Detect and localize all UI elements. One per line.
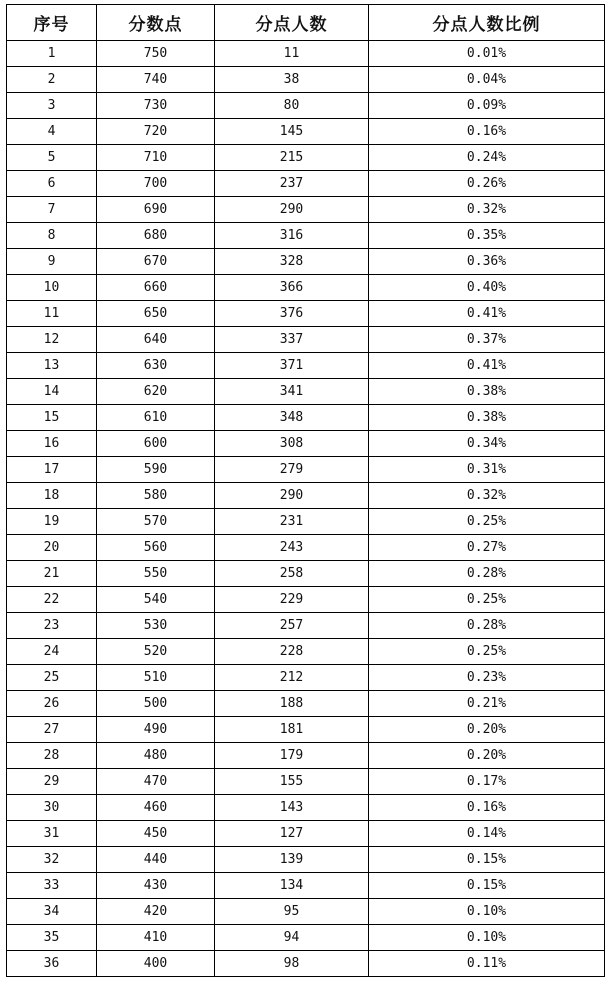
cell-ratio: 0.25% [369,639,605,665]
table-row [7,301,605,327]
header-row [7,5,605,41]
cell-ratio: 0.26% [369,171,605,197]
cell-count: 134 [215,873,369,899]
cell-score: 730 [97,93,215,119]
table-row [7,951,605,977]
cell-count: 366 [215,275,369,301]
cell-count: 257 [215,613,369,639]
header-index: 序号 [7,5,97,41]
cell-score: 700 [97,171,215,197]
table-row [7,249,605,275]
table-row [7,899,605,925]
cell-ratio: 0.35% [369,223,605,249]
cell-ratio: 0.27% [369,535,605,561]
cell-count: 279 [215,457,369,483]
cell-score: 560 [97,535,215,561]
cell-index: 21 [7,561,97,587]
cell-ratio: 0.41% [369,353,605,379]
cell-score: 570 [97,509,215,535]
score-distribution-table [6,4,605,977]
cell-index: 6 [7,171,97,197]
cell-score: 540 [97,587,215,613]
cell-ratio: 0.20% [369,743,605,769]
cell-score: 670 [97,249,215,275]
cell-count: 341 [215,379,369,405]
cell-score: 430 [97,873,215,899]
cell-index: 1 [7,41,97,67]
cell-count: 228 [215,639,369,665]
cell-ratio: 0.21% [369,691,605,717]
cell-count: 316 [215,223,369,249]
cell-ratio: 0.09% [369,93,605,119]
cell-index: 3 [7,93,97,119]
cell-ratio: 0.38% [369,405,605,431]
cell-score: 450 [97,821,215,847]
cell-score: 690 [97,197,215,223]
cell-ratio: 0.14% [369,821,605,847]
table-row [7,691,605,717]
cell-count: 348 [215,405,369,431]
cell-score: 710 [97,145,215,171]
cell-ratio: 0.25% [369,587,605,613]
cell-ratio: 0.23% [369,665,605,691]
cell-index: 36 [7,951,97,977]
cell-score: 620 [97,379,215,405]
cell-score: 630 [97,353,215,379]
table-row [7,925,605,951]
cell-score: 590 [97,457,215,483]
header-count: 分点人数 [215,5,369,41]
cell-score: 610 [97,405,215,431]
cell-index: 30 [7,795,97,821]
cell-score: 550 [97,561,215,587]
table-row [7,119,605,145]
cell-index: 7 [7,197,97,223]
cell-index: 28 [7,743,97,769]
cell-score: 460 [97,795,215,821]
cell-index: 25 [7,665,97,691]
table-row [7,821,605,847]
cell-index: 26 [7,691,97,717]
table-row [7,457,605,483]
table-row [7,379,605,405]
score-distribution-table-wrapper [6,4,604,977]
cell-index: 13 [7,353,97,379]
cell-count: 143 [215,795,369,821]
cell-count: 258 [215,561,369,587]
cell-ratio: 0.31% [369,457,605,483]
cell-index: 14 [7,379,97,405]
cell-index: 2 [7,67,97,93]
cell-count: 231 [215,509,369,535]
cell-score: 400 [97,951,215,977]
table-body [7,41,605,977]
cell-count: 371 [215,353,369,379]
cell-count: 290 [215,197,369,223]
cell-count: 95 [215,899,369,925]
table-row [7,717,605,743]
table-row [7,847,605,873]
header-score: 分数点 [97,5,215,41]
cell-count: 181 [215,717,369,743]
table-row [7,353,605,379]
cell-ratio: 0.40% [369,275,605,301]
cell-count: 127 [215,821,369,847]
cell-count: 155 [215,769,369,795]
cell-score: 520 [97,639,215,665]
table-row [7,275,605,301]
cell-score: 440 [97,847,215,873]
cell-ratio: 0.37% [369,327,605,353]
cell-count: 243 [215,535,369,561]
cell-count: 212 [215,665,369,691]
cell-index: 15 [7,405,97,431]
cell-count: 94 [215,925,369,951]
header-ratio: 分点人数比例 [369,5,605,41]
cell-score: 720 [97,119,215,145]
cell-index: 9 [7,249,97,275]
cell-index: 31 [7,821,97,847]
table-row [7,509,605,535]
cell-score: 650 [97,301,215,327]
cell-ratio: 0.16% [369,119,605,145]
cell-count: 139 [215,847,369,873]
cell-count: 38 [215,67,369,93]
cell-ratio: 0.10% [369,899,605,925]
table-row [7,93,605,119]
cell-score: 470 [97,769,215,795]
cell-score: 480 [97,743,215,769]
cell-index: 19 [7,509,97,535]
table-row [7,665,605,691]
cell-index: 27 [7,717,97,743]
cell-ratio: 0.20% [369,717,605,743]
table-header [7,5,605,41]
cell-score: 410 [97,925,215,951]
cell-count: 337 [215,327,369,353]
cell-ratio: 0.01% [369,41,605,67]
cell-index: 33 [7,873,97,899]
cell-ratio: 0.16% [369,795,605,821]
cell-index: 5 [7,145,97,171]
cell-ratio: 0.11% [369,951,605,977]
cell-ratio: 0.15% [369,873,605,899]
table-row [7,587,605,613]
cell-count: 188 [215,691,369,717]
table-row [7,483,605,509]
cell-score: 490 [97,717,215,743]
cell-count: 308 [215,431,369,457]
cell-count: 237 [215,171,369,197]
table-row [7,769,605,795]
table-row [7,197,605,223]
table-row [7,561,605,587]
table-row [7,873,605,899]
cell-index: 4 [7,119,97,145]
cell-score: 500 [97,691,215,717]
table-row [7,613,605,639]
table-row [7,639,605,665]
cell-index: 20 [7,535,97,561]
cell-index: 23 [7,613,97,639]
cell-ratio: 0.32% [369,197,605,223]
cell-count: 328 [215,249,369,275]
cell-count: 229 [215,587,369,613]
cell-ratio: 0.10% [369,925,605,951]
cell-count: 11 [215,41,369,67]
cell-index: 24 [7,639,97,665]
table-row [7,795,605,821]
table-row [7,405,605,431]
cell-index: 34 [7,899,97,925]
cell-score: 750 [97,41,215,67]
cell-ratio: 0.15% [369,847,605,873]
table-row [7,743,605,769]
cell-score: 580 [97,483,215,509]
table-row [7,145,605,171]
cell-ratio: 0.34% [369,431,605,457]
cell-index: 18 [7,483,97,509]
table-row [7,67,605,93]
cell-ratio: 0.28% [369,561,605,587]
table-row [7,431,605,457]
table-row [7,223,605,249]
cell-ratio: 0.24% [369,145,605,171]
cell-count: 290 [215,483,369,509]
table-row [7,41,605,67]
cell-score: 740 [97,67,215,93]
cell-score: 660 [97,275,215,301]
cell-ratio: 0.17% [369,769,605,795]
cell-index: 29 [7,769,97,795]
cell-score: 640 [97,327,215,353]
cell-index: 17 [7,457,97,483]
table-row [7,171,605,197]
cell-count: 98 [215,951,369,977]
cell-index: 8 [7,223,97,249]
cell-ratio: 0.25% [369,509,605,535]
cell-index: 12 [7,327,97,353]
table-row [7,535,605,561]
cell-score: 510 [97,665,215,691]
cell-score: 420 [97,899,215,925]
cell-count: 145 [215,119,369,145]
cell-count: 179 [215,743,369,769]
cell-index: 11 [7,301,97,327]
cell-index: 22 [7,587,97,613]
cell-count: 80 [215,93,369,119]
cell-index: 10 [7,275,97,301]
cell-score: 600 [97,431,215,457]
cell-ratio: 0.32% [369,483,605,509]
table-row [7,327,605,353]
cell-index: 16 [7,431,97,457]
cell-count: 215 [215,145,369,171]
cell-score: 530 [97,613,215,639]
cell-ratio: 0.41% [369,301,605,327]
cell-ratio: 0.36% [369,249,605,275]
cell-ratio: 0.28% [369,613,605,639]
cell-index: 35 [7,925,97,951]
cell-count: 376 [215,301,369,327]
cell-ratio: 0.04% [369,67,605,93]
cell-ratio: 0.38% [369,379,605,405]
cell-index: 32 [7,847,97,873]
cell-score: 680 [97,223,215,249]
